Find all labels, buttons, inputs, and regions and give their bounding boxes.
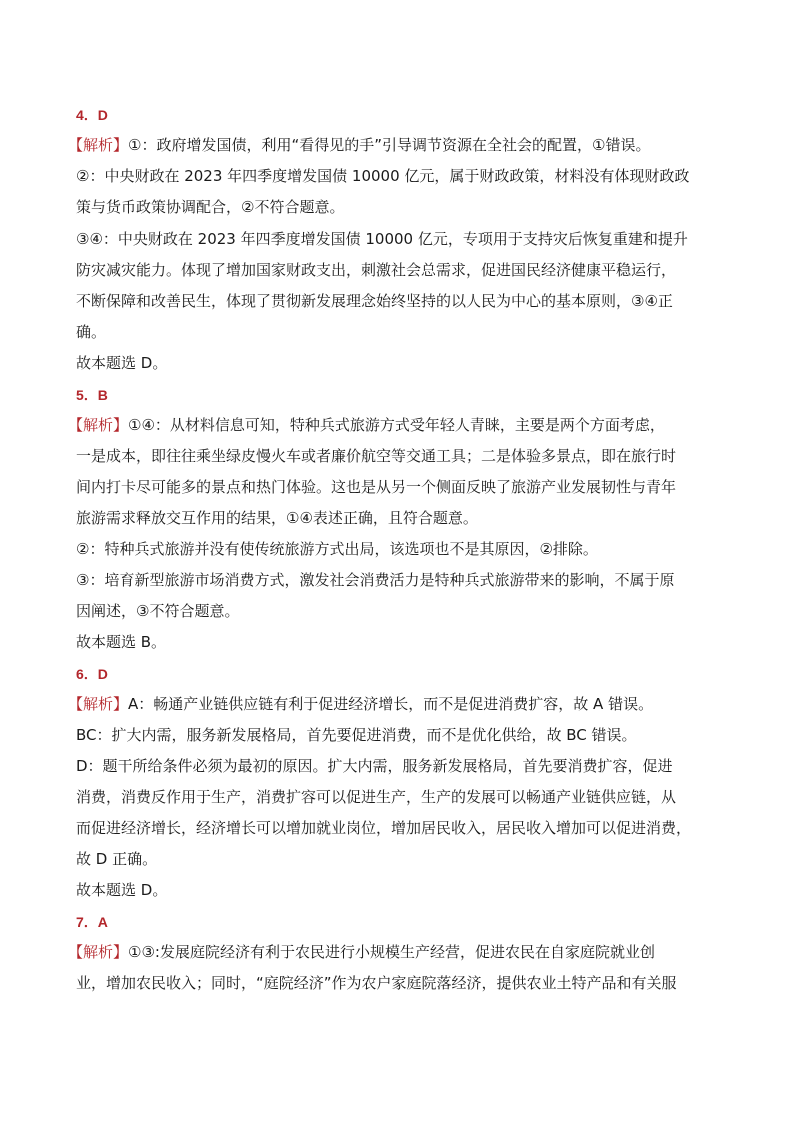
question-6-answer: 6．D [76, 666, 108, 682]
q5-conclusion: 故本题选 B。 [76, 633, 167, 651]
q4-analysis-line-3: 策与货币政策协调配合，②不符合题意。 [76, 198, 345, 216]
q7-line-1-text: ①③:发展庭院经济有利于农民进行小规模生产经营，促进农民在自家庭院就业创 [128, 943, 655, 961]
q4-analysis-line-2: ②：中央财政在 2023 年四季度增发国债 10000 亿元，属于财政政策，材料没有体现财政政 [76, 167, 690, 185]
q6-conclusion: 故本题选 D。 [76, 881, 168, 899]
q6-analysis-line-3: D：题干所给条件必须为最初的原因。扩大内需，服务新发展格局，首先要消费扩容，促进 [76, 757, 673, 775]
q5-analysis-line-2: 一是成本，即往往乘坐绿皮慢火车或者廉价航空等交通工具；二是体验多景点，即在旅行时 [76, 447, 677, 465]
q6-analysis-line-6: 故 D 正确。 [76, 850, 158, 868]
question-4-answer: 4．D [76, 107, 108, 123]
q5-line-1-text: ①④：从材料信息可知，特种兵式旅游方式受年轻人青睐，主要是两个方面考虑， [128, 416, 665, 434]
q4-line-1-text: ①：政府增发国债，利用“看得见的手”引导调节资源在全社会的配置，①错误。 [128, 136, 651, 154]
question-7-answer: 7．A [76, 914, 108, 930]
q6-line-1-text: A：畅通产业链供应链有利于促进经济增长，而不是促进消费扩容，故 A 错误。 [128, 695, 654, 713]
q7-analysis-line-2: 业，增加农民收入；同时，“庭院经济”作为农户家庭院落经济，提供农业土特产品和有关服 [76, 974, 677, 992]
q5-analysis-line-5: ②：特种兵式旅游并没有使传统旅游方式出局，该选项也不是其原因，②排除。 [76, 540, 598, 558]
analysis-tag: 【解析】 [68, 416, 129, 434]
analysis-tag: 【解析】 [68, 943, 129, 961]
q4-analysis-line-7: 确。 [76, 323, 107, 341]
q6-analysis-line-5: 而促进经济增长，经济增长可以增加就业岗位，增加居民收入，居民收入增加可以促进消费， [76, 819, 692, 837]
q5-analysis-line-6: ③：培育新型旅游市场消费方式，激发社会消费活力是特种兵式旅游带来的影响，不属于原 [76, 571, 675, 589]
analysis-tag: 【解析】 [68, 136, 129, 154]
q5-analysis-line-3: 间内打卡尽可能多的景点和热门体验。这也是从另一个侧面反映了旅游产业发展韧性与青年 [76, 478, 677, 496]
q4-analysis-line-6: 不断保障和改善民生，体现了贯彻新发展理念始终坚持的以人民为中心的基本原则，③④正 [76, 292, 673, 310]
q6-analysis-line-4: 消费，消费反作用于生产，消费扩容可以促进生产，生产的发展可以畅通产业链供应链，从 [76, 788, 677, 806]
q6-analysis-line-1 [68, 694, 653, 714]
q4-conclusion: 故本题选 D。 [76, 354, 168, 372]
q4-analysis-line-4: ③④：中央财政在 2023 年四季度增发国债 10000 亿元，专项用于支持灾后恢复重建和提升 [76, 230, 688, 248]
q5-analysis-line-1 [68, 415, 665, 435]
q5-analysis-line-7: 因阐述，③不符合题意。 [76, 602, 240, 620]
q4-analysis-line-5: 防灾减灾能力。体现了增加国家财政支出，刺激社会总需求，促进国民经济健康平稳运行， [76, 261, 677, 279]
q4-analysis-line-1 [68, 135, 650, 155]
question-5-answer: 5．B [76, 387, 108, 403]
q6-analysis-line-2: BC：扩大内需，服务新发展格局，首先要促进消费，而不是优化供给，故 BC 错误。 [76, 726, 637, 744]
q5-analysis-line-4: 旅游需求释放交互作用的结果，①④表述正确，且符合题意。 [76, 509, 478, 527]
q7-analysis-line-1 [68, 942, 655, 962]
analysis-tag: 【解析】 [68, 695, 129, 713]
